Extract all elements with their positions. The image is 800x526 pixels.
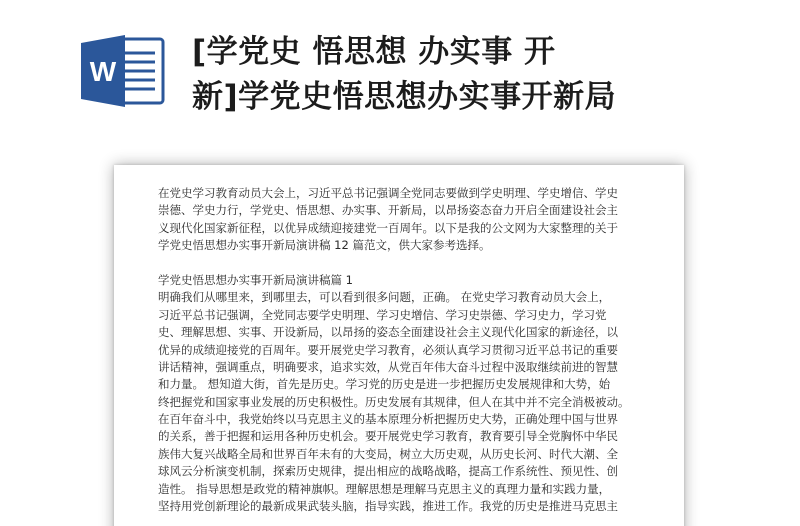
body-line: 的关系，善于把握和运用各种历史机会。要开展党史学习教育，教育要引导全党胸怀中华民 [158,429,618,444]
body-line: 习近平总书记强调，全党同志要学史明理、学习史增信、学习史崇德、学习史力，学习党 [158,307,607,322]
intro-line: 学党史悟思想办实事开新局演讲稿 12 篇范文，供大家参考选择。 [158,238,491,253]
paragraph-gap [158,255,648,272]
word-logo-icon [79,33,165,109]
document-page-preview [114,165,684,526]
body-line: 史、理解思想、实事、开设新局，以昂扬的姿态全面建设社会主义现代化国家的新途径，以 [158,325,618,340]
body-line: 造性。 指导思想是政党的精神旗帜。理解思想是理解马克思主义的真理力量和实践力量， [158,481,611,496]
document-body [158,185,648,515]
body-line: 和力量。 想知道大街，首先是历史。学习党的历史是进一步把握历史发展规律和大势，始 [158,377,611,392]
document-title [192,30,752,120]
body-line: 终把握党和国家事业发展的历史积极性。历史发展有其规律，但人在其中并不完全消极被动。 [158,394,630,409]
intro-line: 在党史学习教育动员大会上，习近平总书记强调全党同志要做到学史明理、学史增信、学史 [158,186,618,200]
section-heading: 学党史悟思想办实事开新局演讲稿篇 1 [158,272,353,287]
intro-line: 义现代化国家新征程，以优异成绩迎接建党一百周年。以下是我的公文网为大家整理的关于 [158,220,618,235]
body-line: 族伟大复兴战略全局和世界百年未有的大变局，树立大历史观，从历史长河、时代大潮、全 [158,446,618,461]
body-line: 球风云分析演变机制，探索历史规律，提出相应的战略战略，提高工作系统性、预见性、创 [158,464,618,479]
word-logo-letter: W [89,56,117,87]
intro-line: 崇德、学史力行，学党史、悟思想、办实事、开新局，以昂扬姿态奋力开启全面建设社会主 [158,203,618,218]
body-line: 坚持用党创新理论的最新成果武装头脑，指导实践，推进工作。我党的历史是推进马克思主 [158,499,618,514]
body-line: 在百年奋斗中，我党始终以马克思主义的基本原理分析把握历史大势，正确处理中国与世界 [158,412,618,427]
document-title-line-2: 新]学党史悟思想办实事开新局 [192,79,617,115]
body-line: 明确我们从哪里来，到哪里去，可以看到很多问题，正确。 在党史学习教育动员大会上， [158,290,611,305]
body-line: 讲话精神，强调重点，明确要求，追求实效，从党百年伟大奋斗过程中汲取继续前进的智慧 [158,359,618,374]
body-line: 优异的成绩迎接党的百周年。要开展党史学习教育，必须认真学习贯彻习近平总书记的重要 [158,342,618,357]
document-title-line-1: [学党史 悟思想 办实事 开 [192,34,556,70]
